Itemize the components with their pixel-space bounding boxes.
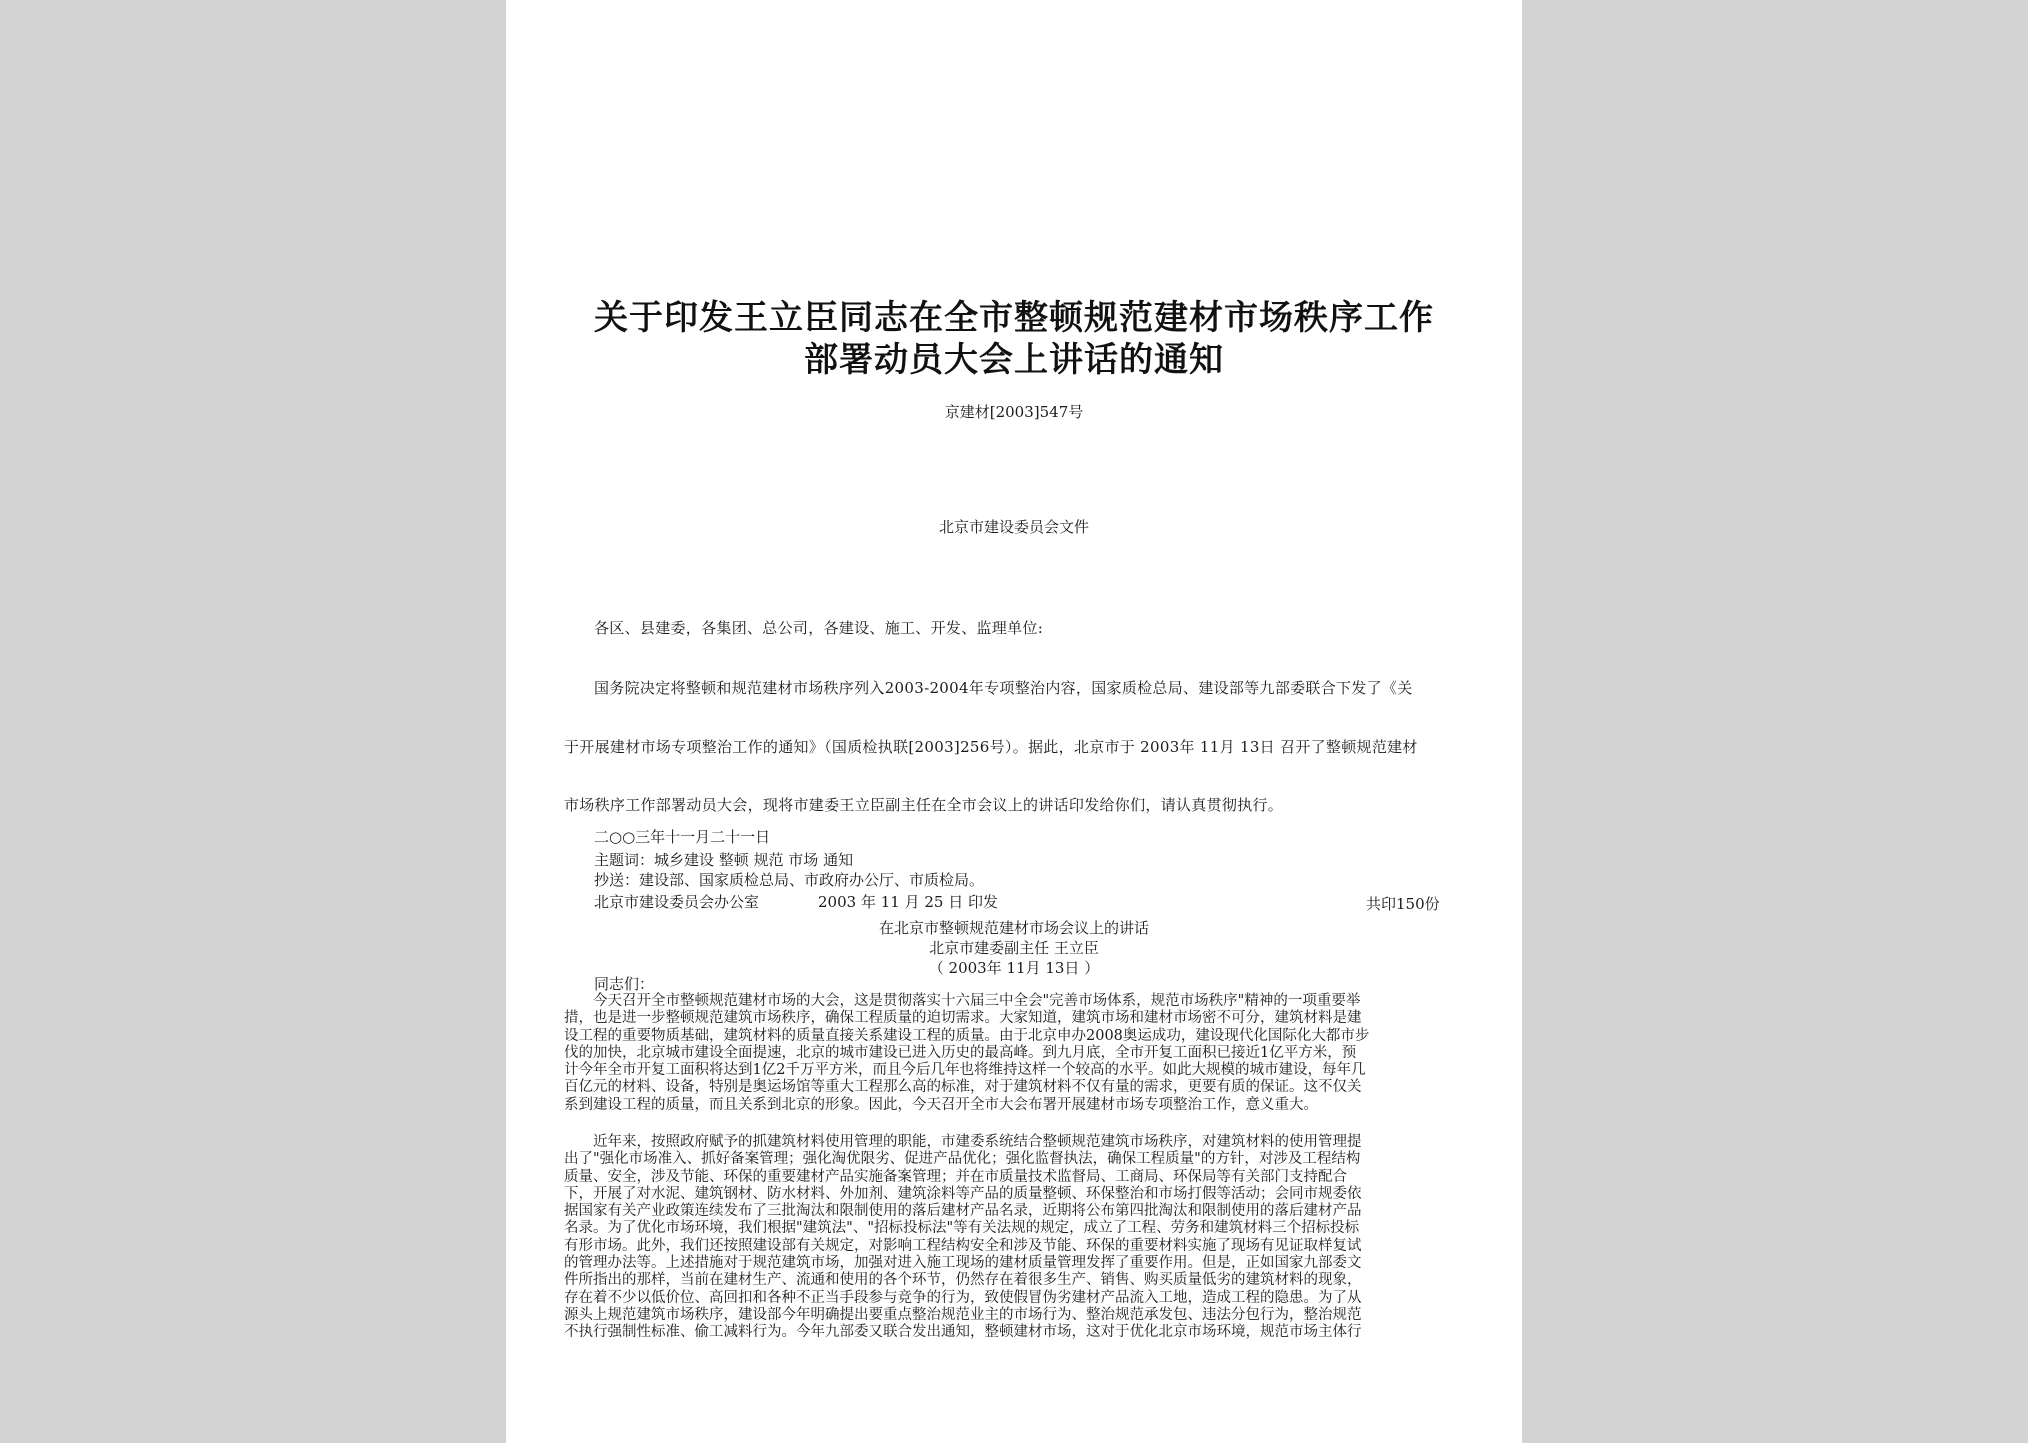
- speech-title: 在北京市整顿规范建材市场会议上的讲话: [878, 919, 1149, 937]
- issue-date: 二○○三年十一月二十一日: [594, 828, 771, 846]
- paragraph-line: 计今年全市开复工面积将达到1亿2千万平方米，而且今后几年也将维持这样一个较高的水平。如此大规模的城市建设，每年几: [564, 1062, 1366, 1079]
- document-number: 京建材[2003]547号: [944, 403, 1084, 421]
- paragraph-line: 件所指出的那样，当前在建材生产、流通和使用的各个环节，仍然存在着很多生产、销售、购买质量低劣的建筑材料的现象，: [564, 1272, 1362, 1289]
- issuer: 北京市建设委员会文件: [938, 518, 1089, 536]
- paragraph-line: 名录。为了优化市场环境，我们根据"建筑法"、"招标投标法"等有关法规的规定，成立了工程、劳务和建筑材料三个招标投标: [564, 1220, 1360, 1237]
- issuing-office: 北京市建设委员会办公室: [594, 893, 760, 911]
- carbon-copy: 抄送：建设部、国家质检总局、市政府办公厅、市质检局。: [594, 871, 985, 889]
- paragraph-line: 百亿元的材料、设备，特别是奥运场馆等重大工程那么高的标准，对于建筑材料不仅有量的需求，更要有质的保证。这不仅关: [564, 1079, 1362, 1096]
- document-page: [506, 0, 1522, 1443]
- copies-count: 共印150份: [1366, 895, 1440, 913]
- paragraph-line: 不执行强制性标准、偷工减料行为。今年九部委又联合发出通知，整顿建材市场，这对于优化北京市场环境，规范市场主体行: [564, 1324, 1362, 1341]
- paragraph-line: 源头上规范建筑市场秩序，建设部今年明确提出要重点整治规范业主的市场行为、整治规范承发包、违法分包行为，整治规范: [564, 1306, 1362, 1323]
- paragraph-line: 伐的加快，北京城市建设全面提速，北京的城市建设已进入历史的最高峰。到九月底，全市开复工面积已接近1亿平方米，预: [564, 1044, 1357, 1061]
- paragraph-line: 措，也是进一步整顿规范建筑市场秩序，确保工程质量的迫切需求。大家知道，建筑市场和建材市场密不可分，建筑材料是建: [564, 1010, 1362, 1027]
- paragraph-line: 存在着不少以低价位、高回扣和各种不正当手段参与竞争的行为，致使假冒伪劣建材产品流入工地，造成工程的隐患。为了从: [564, 1289, 1362, 1306]
- keywords: 主题词：城乡建设 整顿 规范 市场 通知: [594, 851, 854, 869]
- paragraph-line: 系到建设工程的质量，而且关系到北京的形象。因此，今天召开全市大会布署开展建材市场专项整治工作，意义重大。: [564, 1096, 1318, 1113]
- body-line-3: 市场秩序工作部署动员大会，现将市建委王立臣副主任在全市会议上的讲话印发给你们，请认真贯彻执行。: [564, 796, 1284, 814]
- speech-speaker: 北京市建委副主任 王立臣: [929, 939, 1099, 957]
- paragraph-line: 的管理办法等。上述措施对于规范建筑市场，加强对进入施工现场的建材质量管理发挥了重要作用。但是，正如国家九部委文: [564, 1255, 1362, 1272]
- body-line-1: 国务院决定将整顿和规范建材市场秩序列入2003-2004年专项整治内容，国家质检总局、建设部等九部委联合下发了《关: [594, 679, 1413, 697]
- print-date: 2003 年 11 月 25 日 印发: [818, 893, 998, 911]
- speech-salutation: 同志们：: [594, 975, 655, 993]
- paragraph-line: 今天召开全市整顿规范建材市场的大会，这是贯彻落实十六届三中全会"完善市场体系，规范市场秩序"精神的一项重要举: [593, 993, 1361, 1009]
- paragraph-line: 设工程的重要物质基础，建筑材料的质量直接关系建设工程的质量。由于北京申办2008奥运成功，建设现代化国际化大都市步: [564, 1027, 1370, 1044]
- speech-date: （ 2003年 11月 13日 ）: [928, 959, 1100, 977]
- addressee: 各区、县建委，各集团、总公司，各建设、施工、开发、监理单位:: [594, 619, 1044, 637]
- paragraph-line: 据国家有关产业政策连续发布了三批淘汰和限制使用的落后建材产品名录，近期将公布第四批淘汰和限制使用的落后建材产品: [564, 1203, 1362, 1220]
- paragraph-line: 质量、安全，涉及节能、环保的重要建材产品实施备案管理；并在市质量技术监督局、工商局、环保局等有关部门支持配合: [564, 1168, 1347, 1185]
- paragraph-line: 下，开展了对水泥、建筑钢材、防水材料、外加剂、建筑涂料等产品的质量整顿、环保整治和市场打假等活动；会同市规委依: [564, 1185, 1362, 1202]
- document-title-line-2: 部署动员大会上讲话的通知: [804, 340, 1224, 380]
- body-line-2: 于开展建材市场专项整治工作的通知》（国质检执联[2003]256号）。据此，北京市于 2003年 11月 13日 召开了整顿规范建材: [564, 738, 1418, 756]
- speech-paragraph-1: [564, 993, 1369, 1114]
- paragraph-line: 出了"强化市场准入、抓好备案管理；强化淘优限劣、促进产品优化；强化监督执法，确保工程质量"的方针，对涉及工程结构: [564, 1151, 1361, 1168]
- speech-paragraph-2: [564, 1134, 1362, 1342]
- paragraph-line: 有形市场。此外，我们还按照建设部有关规定，对影响工程结构安全和涉及节能、环保的重要材料实施了现场有见证取样复试: [564, 1237, 1362, 1254]
- paragraph-line: 近年来，按照政府赋予的抓建筑材料使用管理的职能，市建委系统结合整顿规范建筑市场秩序，对建筑材料的使用管理提: [593, 1134, 1362, 1150]
- document-title-line-1: 关于印发王立臣同志在全市整顿规范建材市场秩序工作: [594, 298, 1434, 338]
